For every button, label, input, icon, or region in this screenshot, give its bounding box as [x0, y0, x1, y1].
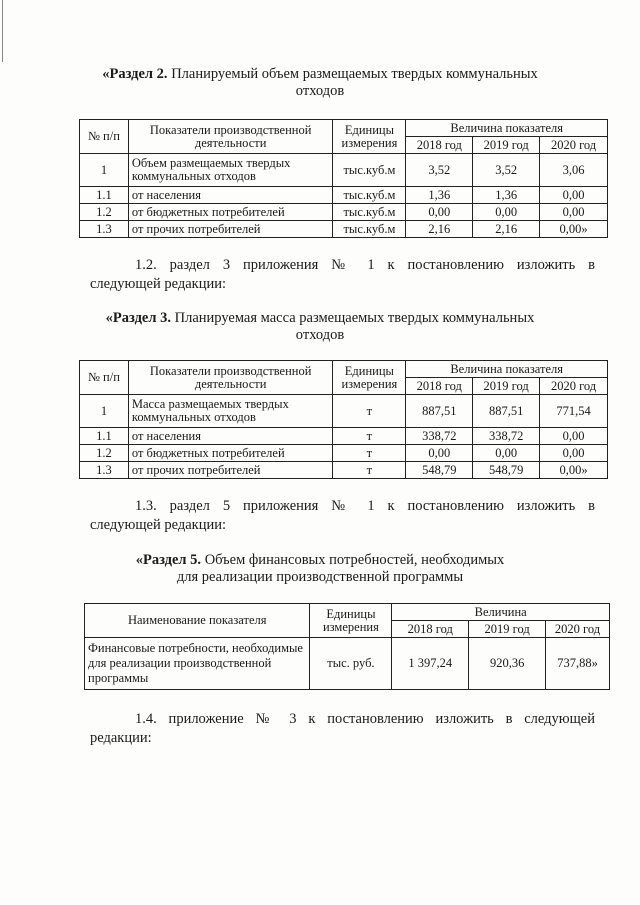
- table-row: [80, 204, 608, 221]
- row-value: 887,51: [473, 395, 540, 428]
- row-unit: т: [333, 445, 406, 462]
- table-row: [80, 445, 608, 462]
- row-name: от прочих потребителей: [128, 221, 333, 238]
- row-num: 1.2: [80, 445, 129, 462]
- row-value: 0,00: [540, 445, 608, 462]
- row-value: 548,79: [473, 462, 540, 479]
- table-row: [80, 395, 608, 428]
- section3-heading: [0, 310, 640, 344]
- table-row: [85, 638, 610, 690]
- header-year: 2019 год: [473, 137, 540, 154]
- paragraph-line: 1.2. раздел 3 приложения № 1 к постановлению изложить в: [135, 257, 595, 273]
- section3-heading-bold: «Раздел 3.: [105, 310, 171, 326]
- row-num: 1.1: [80, 428, 129, 445]
- header-name: Наименование показателя: [85, 604, 310, 638]
- row-name: от населения: [128, 428, 333, 445]
- row-num: 1.1: [80, 187, 129, 204]
- row-unit: т: [333, 462, 406, 479]
- row-value: 548,79: [406, 462, 473, 479]
- section5-heading-line2: для реализации производственной программы: [176, 569, 464, 585]
- section5-heading-bold: «Раздел 5.: [135, 552, 202, 568]
- row-num: 1.3: [80, 221, 129, 238]
- paragraph-line: 1.3. раздел 5 приложения № 1 к постановлению изложить в: [135, 498, 595, 514]
- row-value: 771,54: [540, 395, 608, 428]
- header-year: 2018 год: [406, 378, 473, 395]
- row-value: 0,00»: [540, 221, 608, 238]
- row-name: от бюджетных потребителей: [128, 445, 333, 462]
- header-year: 2018 год: [392, 621, 469, 638]
- row-value: 0,00: [406, 204, 473, 221]
- row-value: 920,36: [469, 638, 546, 690]
- row-unit: тыс.куб.м: [333, 187, 406, 204]
- header-year: 2020 год: [540, 378, 608, 395]
- row-num: 1.2: [80, 204, 129, 221]
- row-unit: тыс.куб.м: [333, 204, 406, 221]
- row-value: 338,72: [406, 428, 473, 445]
- section2-heading-text: Планируемый объем размещаемых твердых коммунальных: [167, 66, 538, 82]
- header-year: 2020 год: [546, 621, 610, 638]
- section3-heading-line2: отходов: [295, 327, 345, 343]
- row-value: 887,51: [406, 395, 473, 428]
- header-year: 2020 год: [540, 137, 608, 154]
- header-value: Величина показателя: [406, 120, 608, 137]
- row-num: 1.3: [80, 462, 129, 479]
- section2-heading: [0, 66, 640, 100]
- row-num: 1: [80, 395, 129, 428]
- row-value: 0,00: [540, 428, 608, 445]
- table-row: [80, 221, 608, 238]
- header-indicator: Показатели производственной деятельности: [128, 120, 333, 154]
- table-row: [80, 154, 608, 187]
- header-units: Единицы измерения: [333, 120, 406, 154]
- row-value: 0,00: [473, 445, 540, 462]
- row-value: 3,52: [473, 154, 540, 187]
- row-value: 1 397,24: [392, 638, 469, 690]
- section2-table: [79, 119, 608, 238]
- section3-table: [79, 360, 608, 479]
- section5-heading: [0, 552, 640, 586]
- row-value: 338,72: [473, 428, 540, 445]
- row-value: 3,52: [406, 154, 473, 187]
- paragraph-line: редакции:: [90, 730, 152, 746]
- margin-mark: [2, 0, 3, 62]
- row-value: 1,36: [406, 187, 473, 204]
- row-value: 0,00: [540, 204, 608, 221]
- row-value: 0,00»: [540, 462, 608, 479]
- section5-heading-text: Объем финансовых потребностей, необходимых: [201, 552, 505, 568]
- section3-heading-text: Планируемая масса размещаемых твердых коммунальных: [171, 310, 535, 326]
- paragraph-1-2: [90, 256, 595, 294]
- row-unit: т: [333, 428, 406, 445]
- header-num: № п/п: [80, 361, 129, 395]
- row-name: Финансовые потребности, необходимые для реализации производственной программы: [85, 638, 310, 690]
- header-year: 2019 год: [473, 378, 540, 395]
- header-units: Единицы измерения: [310, 604, 392, 638]
- paragraph-1-3: [90, 497, 595, 535]
- row-name: от бюджетных потребителей: [128, 204, 333, 221]
- row-value: 737,88»: [546, 638, 610, 690]
- header-indicator: Показатели производственной деятельности: [128, 361, 333, 395]
- row-name: Масса размещаемых твердых коммунальных отходов: [128, 395, 333, 428]
- row-name: Объем размещаемых твердых коммунальных отходов: [128, 154, 333, 187]
- header-units: Единицы измерения: [333, 361, 406, 395]
- row-value: 0,00: [473, 204, 540, 221]
- table-row: [80, 462, 608, 479]
- header-value: Величина показателя: [406, 361, 608, 378]
- row-value: 2,16: [473, 221, 540, 238]
- row-unit: т: [333, 395, 406, 428]
- header-value: Величина: [392, 604, 610, 621]
- row-unit: тыс. руб.: [310, 638, 392, 690]
- row-num: 1: [80, 154, 129, 187]
- row-unit: тыс.куб.м: [333, 154, 406, 187]
- row-name: от населения: [128, 187, 333, 204]
- row-value: 0,00: [540, 187, 608, 204]
- row-value: 1,36: [473, 187, 540, 204]
- paragraph-line: следующей редакции:: [90, 517, 227, 533]
- section2-heading-line2: отходов: [295, 83, 345, 99]
- row-value: 3,06: [540, 154, 608, 187]
- header-num: № п/п: [80, 120, 129, 154]
- row-name: от прочих потребителей: [128, 462, 333, 479]
- table-row: [80, 187, 608, 204]
- header-year: 2019 год: [469, 621, 546, 638]
- paragraph-1-4: [90, 710, 595, 748]
- header-year: 2018 год: [406, 137, 473, 154]
- table-row: [80, 428, 608, 445]
- row-unit: тыс.куб.м: [333, 221, 406, 238]
- row-value: 2,16: [406, 221, 473, 238]
- paragraph-line: следующей редакции:: [90, 276, 227, 292]
- section5-table: [84, 603, 610, 690]
- section2-heading-bold: «Раздел 2.: [102, 66, 168, 82]
- row-value: 0,00: [406, 445, 473, 462]
- paragraph-line: 1.4. приложение № 3 к постановлению изложить в следующей: [135, 711, 595, 727]
